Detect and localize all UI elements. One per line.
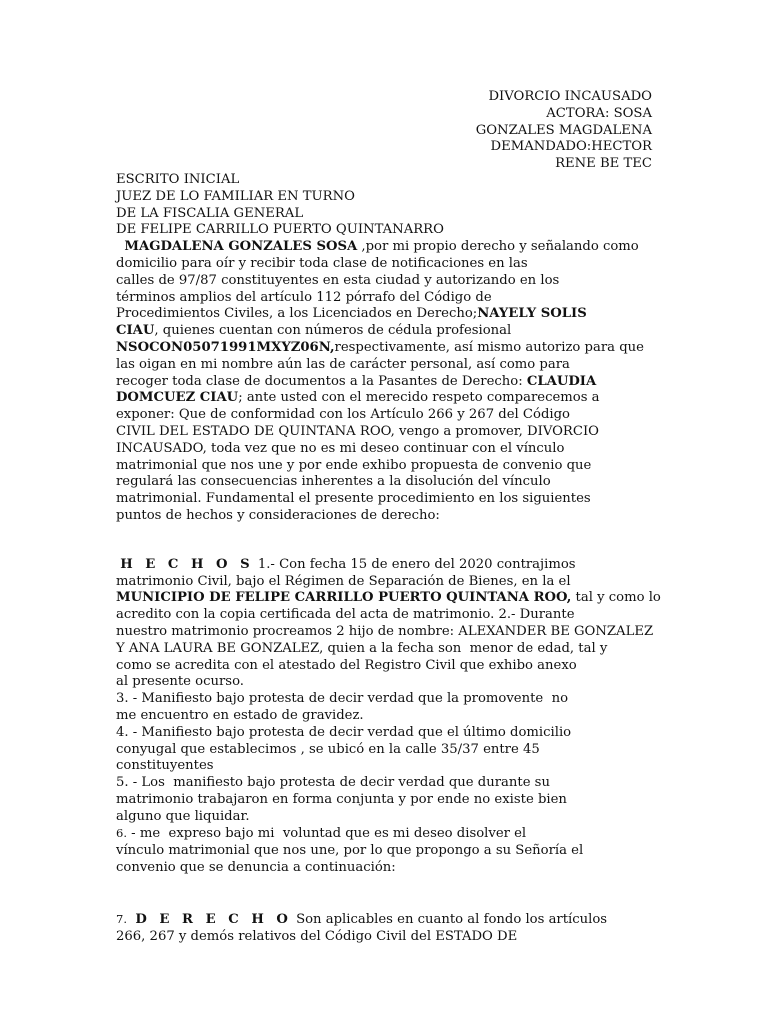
hechos-line: constituyentes (116, 758, 214, 774)
intro-line: regulará las consecuencias inherentes a la disolución del vínculo (116, 474, 551, 490)
hechos-line: como se acredita con el atestado del Registro Civil que exhibo anexo (116, 657, 577, 673)
derecho-section (116, 911, 652, 946)
hechos-line: al presente ocurso. (116, 674, 244, 690)
license-number: NSOCON05071991MXYZ06N, (116, 339, 335, 355)
intro-line: términos amplios del artículo 112 pórrafo del Código de (116, 289, 492, 305)
header-line-case-type: DIVORCIO INCAUSADO (488, 89, 652, 104)
derecho-text: Son aplicables en cuanto al fondo los artículos (291, 911, 608, 927)
intro-line: calles de 97/87 constituyentes en esta ciudad y autorizando en los (116, 272, 560, 288)
hechos-text: 1.- Con fecha 15 de enero del 2020 contrajimos (253, 556, 576, 572)
hechos-line: nuestro matrimonio procreamos 2 hijo de nombre: ALEXANDER BE GONZALEZ (116, 623, 654, 639)
derecho-heading: D E R E C H O (135, 911, 292, 927)
hechos-text: - me expreso bajo mi voluntad que es mi deseo disolver el (126, 826, 527, 842)
intro-line (116, 390, 652, 407)
intro-text: respectivamente, así mismo autorizo para que (334, 339, 644, 355)
hechos-line: convenio que se denuncia a continuación: (116, 860, 396, 876)
intro-line (116, 306, 652, 323)
intro-line: las oigan en mi nombre aún las de carácter personal, así como para (116, 356, 570, 372)
intro-text: recoger toda clase de documentos a la Pasantes de Derecho: (116, 373, 527, 389)
intro-line: matrimonial. Fundamental el presente procedimiento en los siguientes (116, 491, 591, 507)
intro-text: Procedimientos Civiles, a los Licenciados en Derecho; (116, 306, 478, 322)
hechos-section (116, 556, 661, 877)
case-header (452, 89, 652, 173)
address-line: JUEZ DE LO FAMILIAR EN TURNO (116, 188, 355, 204)
intro-line (116, 239, 652, 256)
intro-line: CIVIL DEL ESTADO DE QUINTANA ROO, vengo a promover, DIVORCIO (116, 423, 599, 439)
derecho-line (116, 911, 652, 929)
lawyer-name-cont: CIAU (116, 323, 155, 339)
lawyer-name: NAYELY SOLIS (477, 306, 587, 322)
hechos-line: matrimonio trabajaron en forma conjunta y por ende no existe bien (116, 791, 567, 807)
intro-line (116, 374, 652, 391)
intro-paragraph (116, 239, 652, 525)
hechos-line: alguno que liquidar. (116, 808, 250, 824)
hechos-line: acredito con la copia certificada del acta de matrimonio. 2.- Durante (116, 607, 575, 623)
address-line: DE FELIPE CARRILLO PUERTO QUINTANARRO (116, 222, 444, 238)
hechos-line (116, 557, 652, 574)
header-line-defendant-label: DEMANDADO:HECTOR (490, 139, 652, 155)
derecho-line: 266, 267 y demós relativos del Código Civil del ESTADO DE (116, 928, 518, 944)
intro-line (116, 323, 652, 340)
intro-line: matrimonial que nos une y por ende exhibo propuesta de convenio que (116, 457, 592, 473)
intro-line: INCAUSADO, toda vez que no es mi deseo continuar con el vínculo (116, 440, 565, 456)
intro-text: , quienes cuentan con números de cédula profesional (154, 323, 512, 339)
intro-line: domicilio para oír y recibir toda clase de notificaciones en las (116, 255, 528, 271)
header-line-defendant-name: RENE BE TEC (555, 156, 652, 172)
intro-line (116, 340, 652, 357)
item-number: 6. (116, 826, 127, 841)
item-number: 7. (116, 911, 127, 926)
hechos-line: me encuentro en estado de gravidez. (116, 707, 364, 723)
hechos-line: 4. - Manifiesto bajo protesta de decir verdad que el último domicilio (116, 724, 572, 740)
address-line: DE LA FISCALIA GENERAL (116, 205, 304, 221)
intern-name-cont: DOMCUEZ CIAU (116, 390, 239, 406)
header-line-plaintiff-name: GONZALES MAGDALENA (475, 122, 652, 138)
hechos-heading: H E C H O S (120, 556, 254, 572)
hechos-text: tal y como lo (571, 590, 661, 606)
intro-line: exponer: Que de conformidad con los Artículo 266 y 267 del Código (116, 407, 570, 423)
hechos-line: vínculo matrimonial que nos une, por lo que propongo a su Señoría el (116, 843, 584, 859)
hechos-line: matrimonio Civil, bajo el Régimen de Separación de Bienes, en la el (116, 573, 571, 589)
hechos-line (116, 825, 652, 843)
intern-name: CLAUDIA (526, 373, 597, 389)
hechos-line: Y ANA LAURA BE GONZALEZ, quien a la fecha son menor de edad, tal y (116, 640, 608, 656)
header-line-plaintiff-label: ACTORA: SOSA (546, 105, 652, 121)
intro-text: ; ante usted con el merecido respeto comparecemos a (238, 390, 600, 406)
document-body (116, 172, 661, 945)
hechos-line: 5. - Los manifiesto bajo protesta de decir verdad que durante su (116, 775, 550, 791)
plaintiff-name: MAGDALENA GONZALES SOSA (124, 239, 358, 255)
hechos-line: conyugal que establecimos , se ubicó en la calle 35/37 entre 45 (116, 741, 540, 757)
address-line: ESCRITO INICIAL (116, 172, 240, 187)
hechos-line (116, 590, 661, 607)
intro-line: puntos de hechos y consideraciones de derecho: (116, 507, 440, 523)
address-block (116, 172, 652, 239)
hechos-line: 3. - Manifiesto bajo protesta de decir verdad que la promovente no (116, 691, 569, 707)
municipality-name: MUNICIPIO DE FELIPE CARRILLO PUERTO QUINTANA ROO, (116, 590, 572, 606)
intro-text: ,por mi propio derecho y señalando como (357, 239, 639, 255)
